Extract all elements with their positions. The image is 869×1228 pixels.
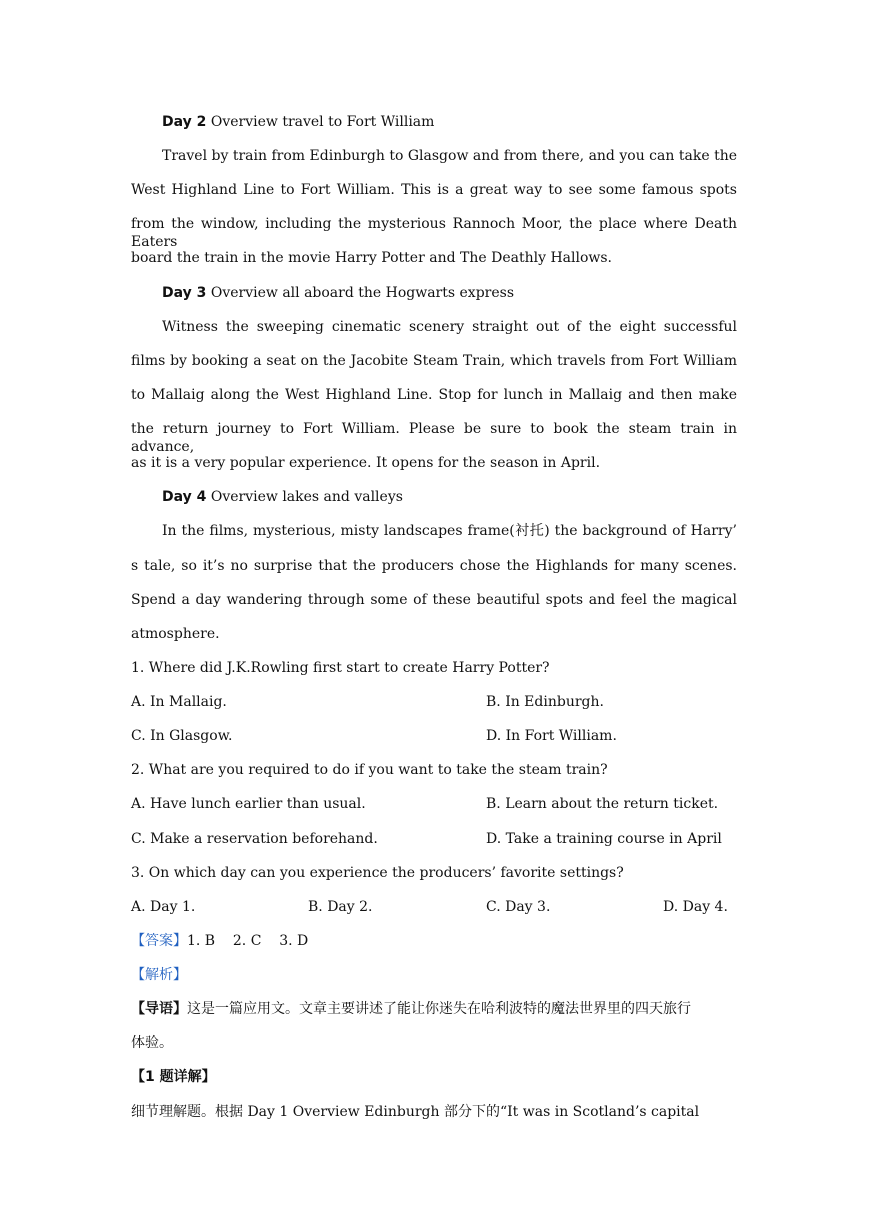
guide-label: 【导语】 bbox=[131, 1001, 187, 1017]
paragraph-line: In the films, mysterious, misty landscapes frame(衬托) the background of Harry’ bbox=[162, 523, 737, 539]
option-a: A. Have lunch earlier than usual. bbox=[131, 796, 366, 812]
day-title: Overview all aboard the Hogwarts express bbox=[210, 285, 515, 301]
option-b: B. Day 2. bbox=[308, 899, 373, 915]
day-title: Overview travel to Fort William bbox=[210, 114, 435, 130]
option-c: C. In Glasgow. bbox=[131, 728, 233, 744]
option-c: C. Day 3. bbox=[486, 899, 551, 915]
paragraph-line: from the window, including the mysterious Rannoch Moor, the place where Death Eaters bbox=[131, 216, 737, 250]
option-d: D. In Fort William. bbox=[486, 728, 617, 744]
analysis-label: 【解析】 bbox=[131, 967, 187, 983]
answer-label: 【答案】 bbox=[131, 933, 187, 949]
paragraph-line: to Mallaig along the West Highland Line. Stop for lunch in Mallaig and then make bbox=[131, 387, 737, 403]
day-2-heading bbox=[162, 113, 434, 131]
question-stem: 2. What are you required to do if you want to take the steam train? bbox=[131, 762, 608, 778]
paragraph-line: as it is a very popular experience. It opens for the season in April. bbox=[131, 455, 601, 471]
paragraph-line: board the train in the movie Harry Potter and The Deathly Hallows. bbox=[131, 250, 612, 266]
paragraph-line: Witness the sweeping cinematic scenery straight out of the eight successful bbox=[162, 319, 737, 335]
option-a: A. Day 1. bbox=[131, 899, 196, 915]
answer-line bbox=[131, 932, 308, 950]
answer-text: 1. B 2. C 3. D bbox=[187, 933, 309, 949]
option-a: A. In Mallaig. bbox=[131, 694, 227, 710]
guide-text-cont: 体验。 bbox=[131, 1035, 173, 1051]
paragraph-line: films by booking a seat on the Jacobite Steam Train, which travels from Fort William bbox=[131, 353, 737, 369]
paragraph-line: s tale, so it’s no surprise that the producers chose the Highlands for many scenes. bbox=[131, 558, 737, 574]
day-title: Overview lakes and valleys bbox=[210, 489, 403, 505]
paragraph-line: the return journey to Fort William. Please be sure to book the steam train in advance, bbox=[131, 421, 737, 455]
detail-1-label: 【1 题详解】 bbox=[131, 1069, 216, 1085]
option-b: B. In Edinburgh. bbox=[486, 694, 604, 710]
option-b: B. Learn about the return ticket. bbox=[486, 796, 719, 812]
paragraph-line: Travel by train from Edinburgh to Glasgow and from there, and you can take the bbox=[162, 148, 737, 164]
option-d: D. Take a training course in April bbox=[486, 831, 722, 847]
option-d: D. Day 4. bbox=[663, 899, 728, 915]
guide-line bbox=[131, 1000, 737, 1018]
day-label: Day 4 bbox=[162, 489, 207, 505]
paragraph-line: Spend a day wandering through some of these beautiful spots and feel the magical bbox=[131, 592, 737, 608]
option-c: C. Make a reservation beforehand. bbox=[131, 831, 378, 847]
question-stem: 1. Where did J.K.Rowling first start to create Harry Potter? bbox=[131, 660, 550, 676]
day-4-heading bbox=[162, 488, 403, 506]
day-label: Day 2 bbox=[162, 114, 207, 130]
guide-text: 这是一篇应用文。文章主要讲述了能让你迷失在哈利波特的魔法世界里的四天旅行 bbox=[187, 1001, 691, 1017]
day-3-heading bbox=[162, 284, 514, 302]
paragraph-line: atmosphere. bbox=[131, 626, 220, 642]
paragraph-line: West Highland Line to Fort William. This is a great way to see some famous spots bbox=[131, 182, 737, 198]
day-label: Day 3 bbox=[162, 285, 207, 301]
question-stem: 3. On which day can you experience the producers’ favorite settings? bbox=[131, 865, 624, 881]
detail-1-text: 细节理解题。根据 Day 1 Overview Edinburgh 部分下的“It was in Scotland’s capital bbox=[131, 1104, 700, 1120]
